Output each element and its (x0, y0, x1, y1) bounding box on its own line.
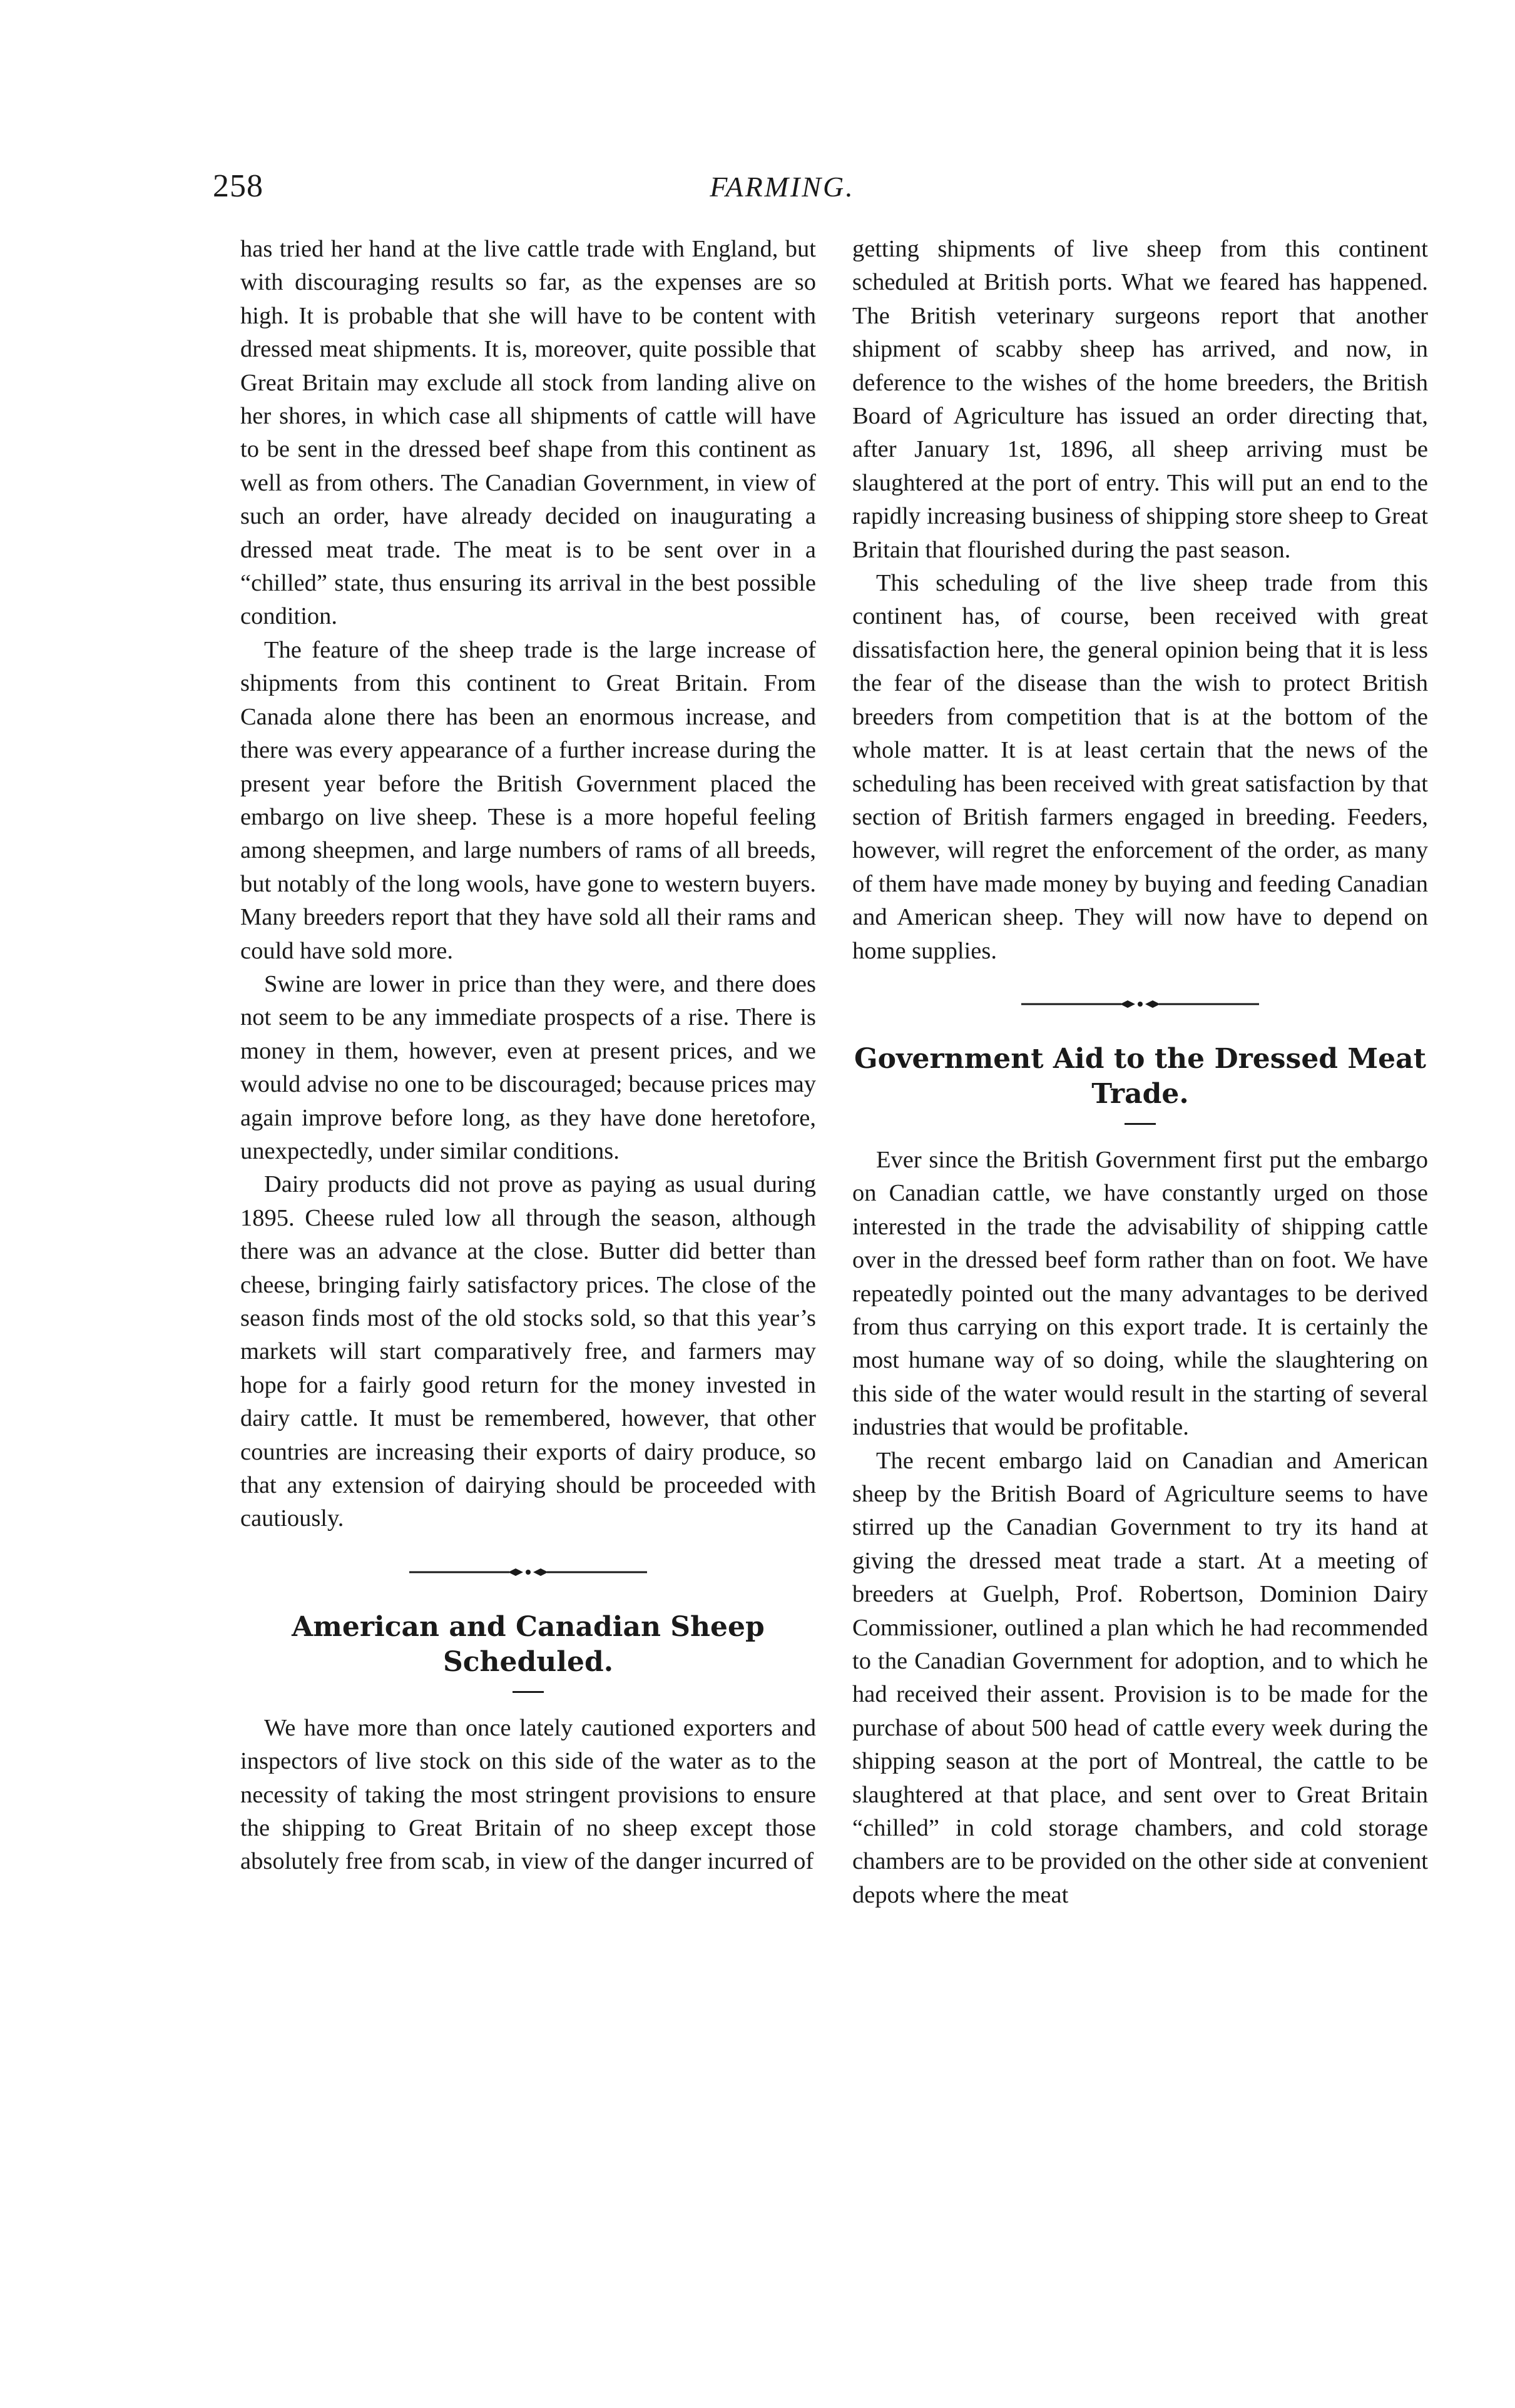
running-head: FARMING. (710, 171, 855, 203)
article-title: American and Canadian Sheep Scheduled. (292, 1610, 765, 1678)
left-column (240, 233, 816, 1879)
body-paragraph: The recent embargo laid on Canadian and American sheep by the British Board of Agriculture seems to have stirred up the Canadian Government to try its hand at giving the dressed meat trade a start. At a meeting of breeders at Guelph, Prof. Robertson, Dominion Dairy Commissioner, outlined a plan which he had recommended to the Canadian Government for adoption, and to which he had received their assent. Provision is to be made for the purchase of about 500 head of cattle every week during the shipping season at the port of Montreal, the cattle to be slaughtered at that place, and sent over to Great Britain “chilled” in cold storage chambers, and cold storage chambers are to be provided on the other side at convenient depots where the meat (852, 1447, 1428, 1908)
body-paragraph: getting shipments of live sheep from this continent scheduled at British ports. What we feared has happened. The British veterinary surgeons report that another shipment of scabby sheep has arrived, and now, in deference to the wishes of the home breeders, the British Board of Agriculture has issued an order directing that, after January 1st, 1896, all sheep arriving must be slaughtered at the port of entry. This will put an end to the rapidly increasing business of shipping store sheep to Great Britain that flourished during the past season. (852, 236, 1428, 563)
body-paragraph: This scheduling of the live sheep trade from this continent has, of course, been received with great dissatisfaction here, the general opinion being that it is less the fear of the disease than the wish to protect British breeders from competition that is at the bottom of the whole matter. It is at least certain that the news of the scheduling has been received with great satisfaction by that section of British farmers engaged in breeding. Feeders, however, will regret the enforcement of the order, as many of them have made money by buying and feeding Canadian and American sheep. They will now have to depend on home supplies. (852, 570, 1428, 964)
section-divider-ornament (240, 1550, 816, 1595)
page-number: 258 (213, 168, 263, 204)
title-dash (513, 1691, 544, 1693)
article-title: Government Aid to the Dressed Meat Trade. (854, 1042, 1426, 1110)
body-paragraph: Dairy products did not prove as paying as usual during 1895. Cheese ruled low all through the season, although there was an advance at the close. Butter did better than cheese, bringing fairly satisfactory prices. The close of the season finds most of the old stocks sold, so that this year’s markets will start comparatively free, and farmers may hope for a fairly good return for the money invested in dairy cattle. It must be remembered, however, that other countries are increasing their exports of dairy produce, so that any extension of dairying should be proceeded with cautiously. (240, 1171, 816, 1532)
ornament-rule-icon (1021, 998, 1259, 1010)
title-dash (1125, 1123, 1156, 1125)
body-paragraph: Ever since the British Government first put the embargo on Canadian cattle, we have constantly urged on those interested in the trade the advisability of shipping cattle over in the dressed beef form rather than on foot. We have repeatedly pointed out the many advantages to be derived from thus carrying on this export trade. It is certainly the most humane way of so doing, while the slaughtering on this side of the water would result in the starting of several industries that would be profitable. (852, 1146, 1428, 1441)
body-paragraph: Swine are lower in price than they were, and there does not seem to be any immediate prospects of a rise. There is money in them, however, even at present prices, and we would advise no one to be discouraged; because prices may again improve before long, as they have done heretofore, unexpectedly, under similar conditions. (240, 970, 816, 1164)
section-divider-ornament (852, 982, 1428, 1027)
body-paragraph: We have more than once lately cautioned exporters and inspectors of live stock on this side of the water as to the necessity of taking the most stringent provisions to ensure the shipping to Great Britain of no sheep except those absolutely free from scab, in view of the danger incurred of (240, 1714, 816, 1875)
right-column (852, 233, 1428, 1912)
ornament-rule-icon (409, 1566, 647, 1578)
body-paragraph: has tried her hand at the live cattle trade with England, but with discouraging results so far, as the expenses are so high. It is probable that she will have to be content with dressed meat shipments. It is, moreover, quite possible that Great Britain may exclude all stock from landing alive on her shores, in which case all shipments of cattle will have to be sent in the dressed beef shape from this continent as well as from others. The Canadian Government, in view of such an order, have already decided on inaugurating a dressed meat trade. The meat is to be sent over in a “chilled” state, thus ensuring its arrival in the best possible condition. (240, 236, 816, 630)
body-paragraph: The feature of the sheep trade is the large increase of shipments from this continent to Great Britain. From Canada alone there has been an enormous increase, and there was every appearance of a further increase during the present year before the British Government placed the embargo on live sheep. These is a more hopeful feeling among sheepmen, and large numbers of rams of all breeds, but notably of the long wools, have gone to western buyers. Many breeders report that they have sold all their rams and could have sold more. (240, 636, 816, 964)
